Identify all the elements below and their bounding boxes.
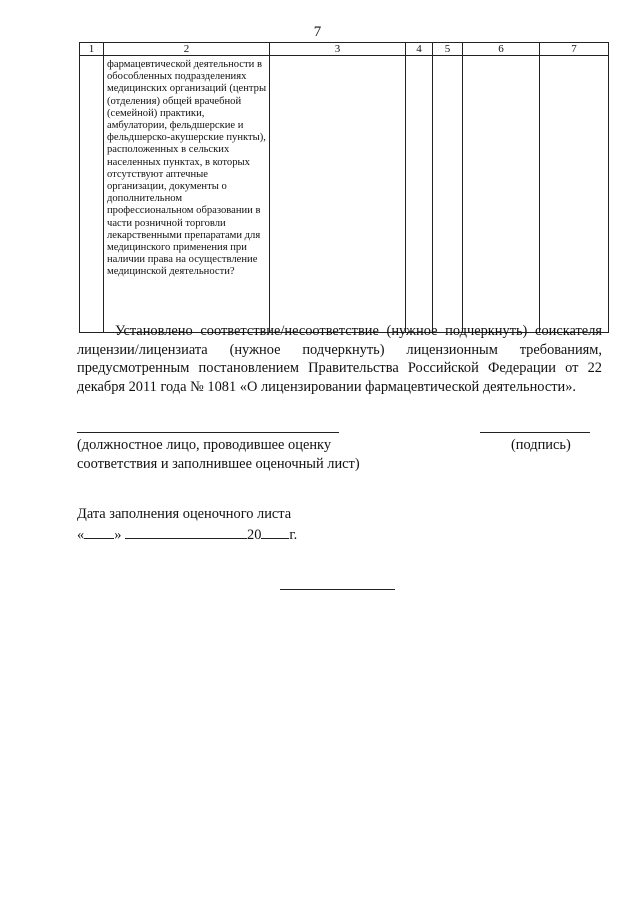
signature-label: (подпись) — [511, 437, 571, 453]
official-signature-line — [77, 432, 339, 433]
col-header-5: 5 — [433, 43, 463, 56]
year-blank — [261, 524, 289, 539]
col-header-6: 6 — [463, 43, 540, 56]
year-suffix: г. — [289, 526, 298, 543]
month-blank — [125, 524, 247, 539]
col-header-1: 1 — [80, 43, 104, 56]
signature-line — [480, 432, 590, 433]
conclusion-text: Установлено соответствие/несоответствие (нужное подчеркнуть) соискателя лицензии/лицензиата (нужное подчеркнуть) лицензионным требованиям, предусмотренным постановлением Правительства Российской Федерации от 22 декабря 2011 года № 1081 «О лицензировании фармацевтической деятельности». — [77, 323, 602, 395]
assessment-table — [79, 42, 609, 333]
cell-col7 — [540, 56, 609, 333]
close-quote: » — [114, 526, 122, 543]
col-header-2: 2 — [104, 43, 270, 56]
cell-col6 — [463, 56, 540, 333]
conclusion-paragraph — [77, 322, 602, 396]
col-header-3: 3 — [270, 43, 406, 56]
cell-number — [80, 56, 104, 333]
cell-col5 — [433, 56, 463, 333]
col-header-4: 4 — [406, 43, 433, 56]
bottom-separator-line — [280, 589, 395, 590]
century-text: 20 — [247, 526, 262, 543]
table-row — [80, 56, 609, 333]
date-label: Дата заполнения оценочного листа — [77, 506, 292, 522]
open-quote: « — [77, 526, 85, 543]
date-block — [77, 505, 397, 544]
day-blank — [84, 524, 114, 539]
table-header-row — [80, 43, 609, 56]
official-label: (должностное лицо, проводившее оценку соответствия и заполнившее оценочный лист) — [77, 437, 360, 472]
page-number: 7 — [313, 24, 322, 40]
cell-col4 — [406, 56, 433, 333]
cell-col3 — [270, 56, 406, 333]
date-fill-line — [77, 524, 397, 545]
col-header-7: 7 — [540, 43, 609, 56]
requirement-text: фармацевтической деятельности в обособленных подразделениях медицинских организаций (центры (отделения) общей врачебной (семейной) практики, амбулатории, фельдшерские и фельдшерско-акушерские пункты), расположенных в сельских населенных пунктах, в которых отсутствуют аптечные организации, документы о дополнительном профессиональном образовании в части розничной торговли лекарственными препаратами для медицинского применения при наличии права на осуществление медицинской деятельности? — [107, 59, 267, 278]
cell-requirement — [104, 56, 270, 333]
